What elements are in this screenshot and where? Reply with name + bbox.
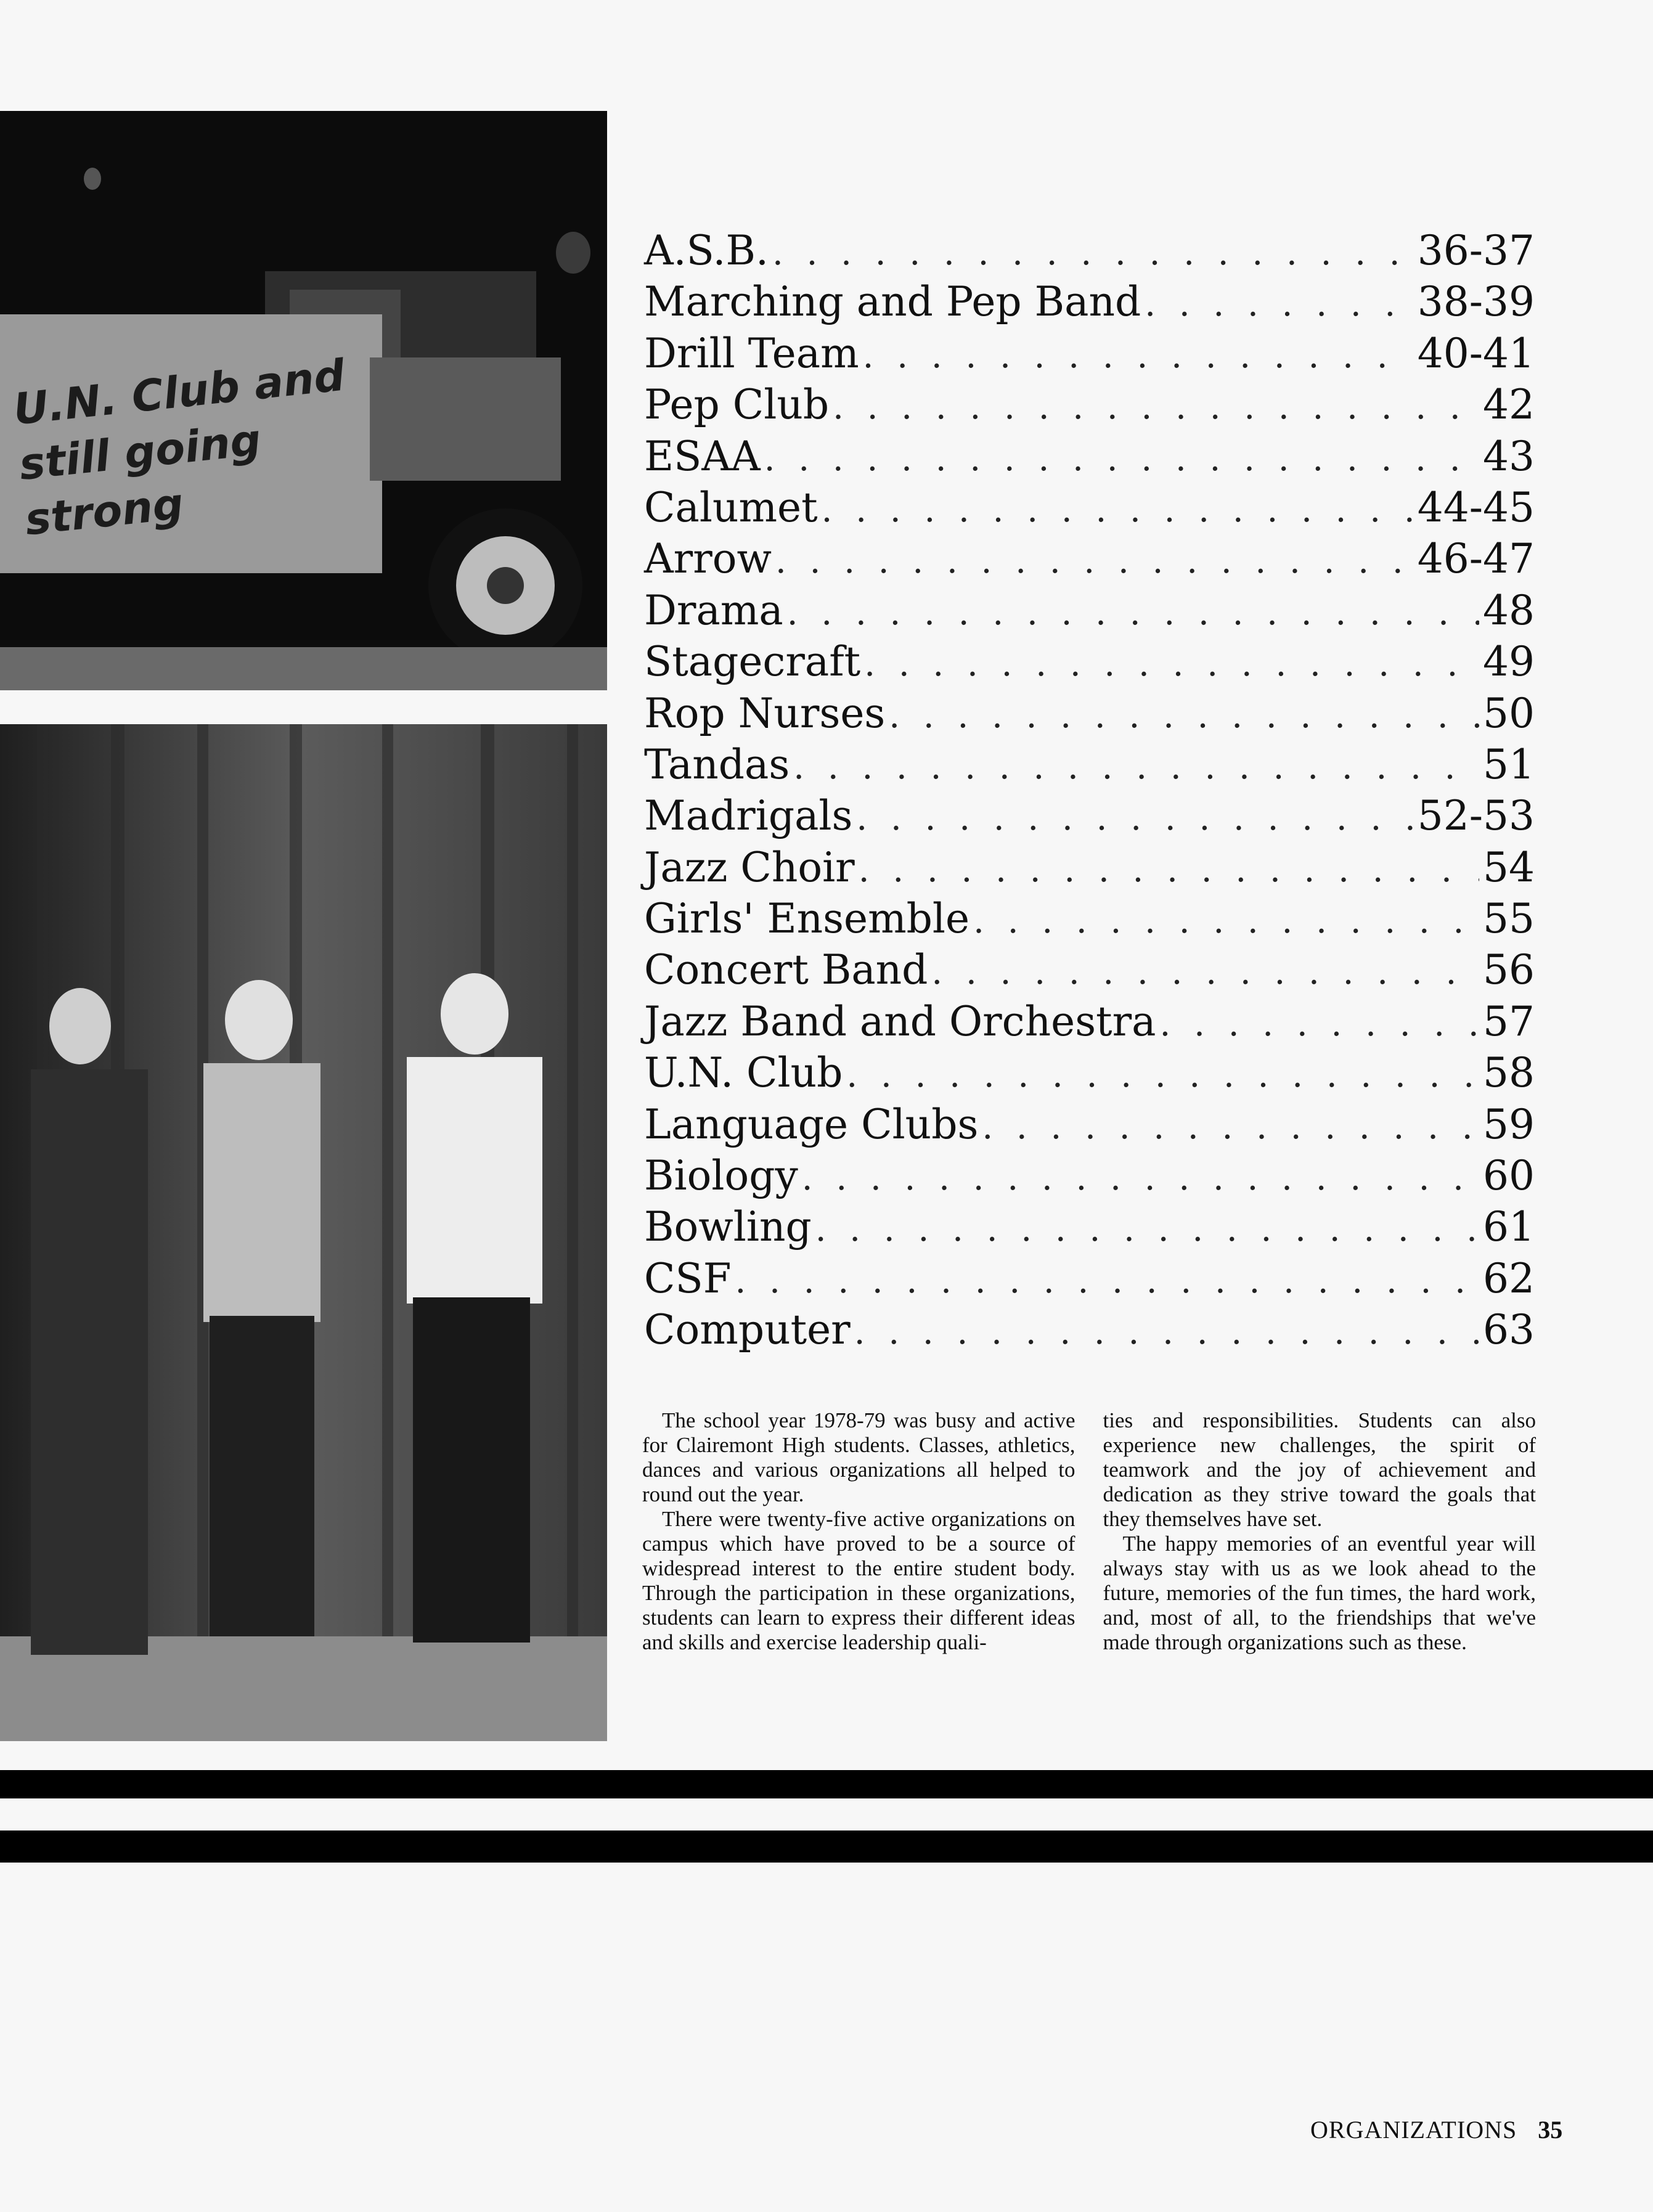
dot-leader <box>864 639 1479 690</box>
dot-leader <box>856 793 1413 844</box>
intro-paragraph: The happy memories of an eventful year will always stay with us as we look ahead to the future, memories of the fun times, the hard work, and, most of all, to the friendships that we've made through organizations such as these. <box>1103 1532 1536 1654</box>
toc-entry-name: Concert Band <box>644 946 928 994</box>
toc-entry-name: Marching and Pep Band <box>644 278 1141 326</box>
toc-entry <box>644 944 1535 995</box>
toc-entry-pages: 56 <box>1483 946 1535 994</box>
toc-entry-name: Girls' Ensemble <box>644 895 970 943</box>
toc-entry-name: Calumet <box>644 483 818 531</box>
dot-leader <box>854 1307 1479 1358</box>
dot-leader <box>735 1255 1480 1307</box>
toc-entry <box>644 533 1535 584</box>
divider-bar-top <box>0 1770 1653 1798</box>
toc-entry-pages: 43 <box>1483 432 1535 480</box>
intro-paragraph: There were twenty-five active organizations on campus which have proved to be a source of widespread interest to the entire student body. Through the participation in these organizations, students can learn to express their different ideas and skills and exercise leadership quali- <box>642 1507 1075 1654</box>
dot-leader <box>833 382 1479 433</box>
dot-leader <box>787 587 1479 639</box>
toc-entry <box>644 893 1535 944</box>
intro-text <box>642 1408 1536 1655</box>
toc-entry-name: Bowling <box>644 1203 812 1251</box>
dot-leader <box>775 536 1414 587</box>
toc-entry <box>644 482 1535 533</box>
toc-entry <box>644 585 1535 636</box>
toc-entry <box>644 739 1535 790</box>
toc-entry-pages: 46-47 <box>1417 535 1535 583</box>
toc-entry <box>644 1304 1535 1355</box>
page-footer <box>1310 2115 1562 2144</box>
toc-entry-pages: 51 <box>1483 740 1535 788</box>
toc-entry <box>644 276 1535 327</box>
intro-paragraph: ties and responsibilities. Students can also experience new challenges, the spirit of teamwork and the joy of achievement and dedication as they strive toward the goals that they themselves have set. <box>1103 1408 1536 1531</box>
toc-entry <box>644 1099 1535 1150</box>
photo-stage-performers <box>0 724 607 1741</box>
toc-entry-name: Stagecraft <box>644 638 861 686</box>
toc-entry-pages: 48 <box>1483 586 1535 634</box>
toc-entry-pages: 38-39 <box>1417 278 1535 326</box>
toc-entry-pages: 40-41 <box>1417 329 1535 377</box>
dot-leader <box>889 690 1479 741</box>
toc-entry-name: Drill Team <box>644 329 859 377</box>
toc-entry-name: Biology <box>644 1152 798 1200</box>
toc-entry-name: Madrigals <box>644 792 853 840</box>
dot-leader <box>793 741 1479 793</box>
toc-entry-name: Tandas <box>644 740 790 788</box>
toc-entry-pages: 36-37 <box>1417 227 1535 274</box>
toc-entry-name: A.S.B. <box>644 227 769 274</box>
dot-leader <box>859 844 1479 896</box>
toc-entry <box>644 1253 1535 1304</box>
divider-bar-bottom <box>0 1830 1653 1863</box>
toc-entry <box>644 688 1535 739</box>
toc-entry-pages: 50 <box>1483 689 1535 737</box>
dot-leader <box>764 433 1479 484</box>
toc-entry-pages: 42 <box>1483 381 1535 429</box>
toc-entry-pages: 63 <box>1483 1306 1535 1354</box>
intro-column-left <box>642 1408 1075 1655</box>
intro-paragraph: The school year 1978-79 was busy and active for Clairemont High students. Classes, athletics, dances and various organizations all helped to round out the year. <box>642 1408 1075 1506</box>
dot-leader <box>973 896 1479 947</box>
table-of-contents <box>644 225 1535 1356</box>
toc-entry-pages: 60 <box>1483 1152 1535 1200</box>
toc-entry-pages: 54 <box>1483 843 1535 891</box>
toc-entry <box>644 328 1535 379</box>
toc-entry-pages: 59 <box>1483 1100 1535 1148</box>
toc-entry-pages: 57 <box>1483 997 1535 1045</box>
toc-entry-pages: 62 <box>1483 1254 1535 1302</box>
toc-entry-name: Arrow <box>644 535 772 583</box>
banner-text: U.N. Club and still going strong <box>10 349 348 545</box>
toc-entry-name: ESAA <box>644 432 761 480</box>
toc-entry-name: Pep Club <box>644 381 830 429</box>
dot-leader <box>815 1204 1479 1255</box>
toc-entry <box>644 1201 1535 1252</box>
toc-entry <box>644 1150 1535 1201</box>
toc-entry-name: Jazz Choir <box>644 843 855 891</box>
toc-entry-name: Computer <box>644 1306 851 1354</box>
toc-entry <box>644 842 1535 893</box>
toc-entry-pages: 61 <box>1483 1203 1535 1251</box>
toc-entry-name: Jazz Band and Orchestra <box>644 997 1156 1045</box>
toc-entry <box>644 996 1535 1047</box>
toc-entry <box>644 790 1535 841</box>
photo-vintage-car <box>0 111 607 690</box>
toc-entry-pages: 58 <box>1483 1049 1535 1097</box>
toc-entry-pages: 52-53 <box>1417 792 1535 840</box>
toc-entry <box>644 636 1535 687</box>
dot-leader <box>802 1153 1479 1204</box>
page-number: 35 <box>1538 2116 1563 2144</box>
dot-leader <box>772 227 1414 279</box>
dot-leader <box>822 484 1414 536</box>
dot-leader <box>931 947 1479 998</box>
toc-entry <box>644 431 1535 482</box>
toc-entry-name: U.N. Club <box>644 1049 843 1097</box>
toc-entry-name: Language Clubs <box>644 1100 979 1148</box>
dot-leader <box>1145 279 1414 330</box>
dot-leader <box>1159 998 1479 1050</box>
dot-leader <box>982 1101 1479 1153</box>
toc-entry-name: Rop Nurses <box>644 689 886 737</box>
toc-entry-pages: 44-45 <box>1417 483 1535 531</box>
toc-entry <box>644 225 1535 276</box>
toc-entry-pages: 49 <box>1483 638 1535 686</box>
intro-column-right <box>1103 1408 1537 1655</box>
toc-entry-pages: 55 <box>1483 895 1535 943</box>
dot-leader <box>846 1050 1479 1101</box>
toc-entry <box>644 379 1535 430</box>
section-title: ORGANIZATIONS <box>1310 2116 1517 2144</box>
toc-entry-name: Drama <box>644 586 783 634</box>
toc-entry-name: CSF <box>644 1254 732 1302</box>
dot-leader <box>863 330 1414 382</box>
toc-entry <box>644 1047 1535 1098</box>
